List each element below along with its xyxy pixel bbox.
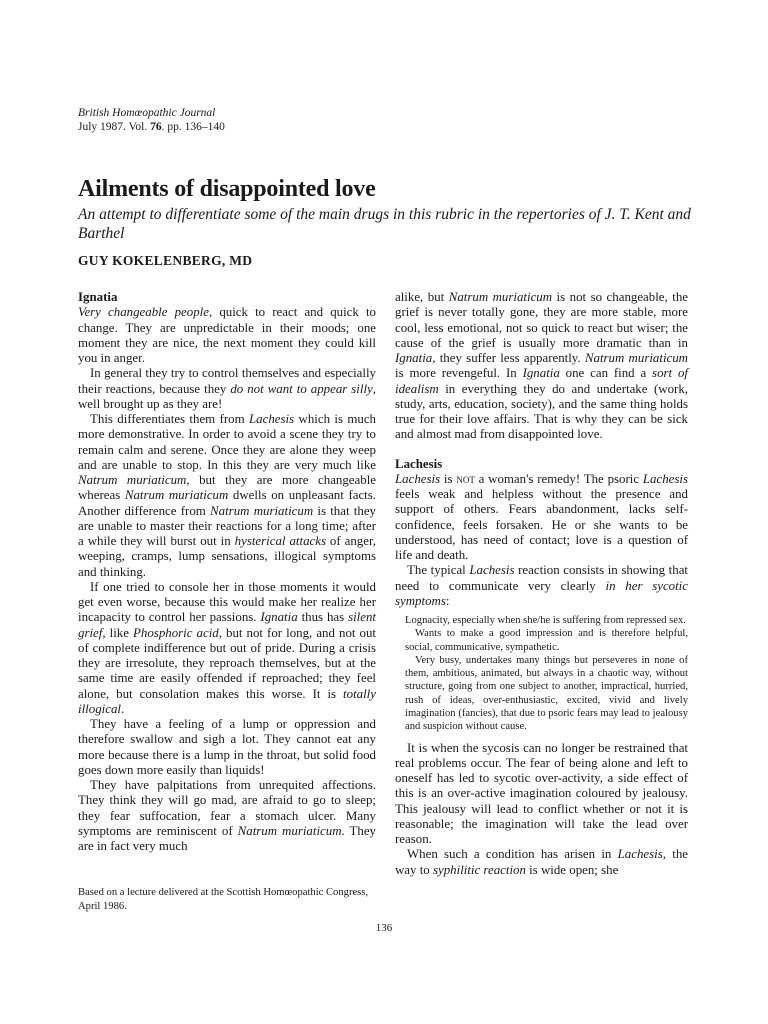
paragraph: In general they try to control themselves and especially their reactions, because they do not want to appear silly, well brought up as they are! xyxy=(78,366,377,411)
paragraph: They have palpitations from unrequited affections. They think they will go mad, are afraid to go to sleep; they fear suffocation, fear a stomach ulcer. Many symptoms are reminiscent of Natrum muriaticum. They are in fact very much xyxy=(78,778,376,853)
paragraph: Lachesis is not a woman's remedy! The psoric Lachesis feels weak and helpless without the presence and support of others. Fears abandonment, lacks self-confidence, feels forsaken. He or she wants to be understood, has need of contact; love is a question of life and death. xyxy=(395,471,688,562)
paragraph: When such a condition has arisen in Lachesis, the way to syphilitic reaction is wide open; she xyxy=(395,847,688,877)
paragraph: The typical Lachesis reaction consists in showing that need to communicate very clearly in her sycotic symptoms: xyxy=(395,563,688,608)
section-heading-lachesis: Lachesis xyxy=(395,456,443,471)
left-column xyxy=(78,290,376,854)
issue-info: July 1987. Vol. 76. pp. 136–140 xyxy=(78,121,225,133)
section-heading-ignatia: Ignatia xyxy=(78,290,118,304)
article-title: Ailments of disappointed love xyxy=(78,176,376,202)
footnote: Based on a lecture delivered at the Scottish Homœopathic Congress, April 1986. xyxy=(78,887,369,912)
journal-name: British Homœopathic Journal xyxy=(78,107,216,119)
paragraph: Very changeable people, quick to react and quick to change. They are unpredictable in their moods; one moment they are nice, the next moment they could kill you in anger. xyxy=(78,305,376,365)
quote-line: Lognacity, especially when she/he is suffering from repressed sex. xyxy=(405,615,686,626)
quote-line: Very busy, undertakes many things but perseveres in none of them, ambitious, animated, but always in a chaotic way, without structure, going from one subject to another, impractical, hurried, rush of ideas, over-enthusiastic, excited, vivid and lively imagination (fancies), that due to psoric fears may lead to jealousy and suspicion without cause. xyxy=(405,654,688,733)
block-quote xyxy=(405,614,688,734)
volume-number: 76 xyxy=(150,121,162,133)
quote-line: Wants to make a good impression and is therefore helpful, social, communicative, sympathetic. xyxy=(405,628,688,653)
author-name: GUY KOKELENBERG, MD xyxy=(78,253,253,268)
paragraph: They have a feeling of a lump or oppression and therefore swallow and sigh a lot. They cannot eat any more because there is a lump in the throat, but solid food goes down more easily than liquids! xyxy=(78,717,376,777)
paragraph: alike, but Natrum muriaticum is not so changeable, the grief is never totally gone, they are more stable, more cool, less emotional, not so quick to react but wiser; the cause of the grief is usually more dramatic than in Ignatia, they suffer less apparently. Natrum muriaticum is more revengeful. In Ignatia one can find a sort of idealism in everything they do and undertake (work, study, arts, education, society), and the same thing holds true for their love affairs. That is why they can be sick and almost mad from disappointed love. xyxy=(395,290,688,442)
journal-citation xyxy=(78,106,225,134)
right-column xyxy=(395,290,688,878)
paragraph: If one tried to console her in those moments it would get even worse, because this would make her realize her incapacity to control her passions. Ignatia thus has silent grief, like Phosphoric acid, but not for long, and not out of complete indifference but out of pride. During a crisis they are irresolute, they reproach themselves, but at the same time are easily offended if reproached; they feel alone, but consolation makes this worse. It is totally illogical. xyxy=(78,579,377,716)
paragraph: It is when the sycosis can no longer be restrained that real problems occur. The fear of being alone and left to oneself has led to sycotic over-activity, a side effect of this is an over-active imagination coloured by jealousy. This jealousy will lead to conflict whether or not it is reasonable; the imagination will take the lead over reason. xyxy=(395,740,688,847)
page-number: 136 xyxy=(375,922,393,934)
article-subtitle: An attempt to differentiate some of the main drugs in this rubric in the repertories of J. T. Kent and Barthel xyxy=(78,206,691,242)
paragraph: This differentiates them from Lachesis which is much more demonstrative. In order to avoid a scene they try to remain calm and serene. Once they are alone they weep and are unable to stop. In this they are very much like Natrum muriaticum, but they are more changeable whereas Natrum muriaticum dwells on unpleasant facts. Another difference from Natrum muriaticum is that they are unable to master their reactions for a long time; after a while they will burst out in hysterical attacks of anger, weeping, cramps, lump sensations, illogical symptoms and thinking. xyxy=(78,412,377,579)
